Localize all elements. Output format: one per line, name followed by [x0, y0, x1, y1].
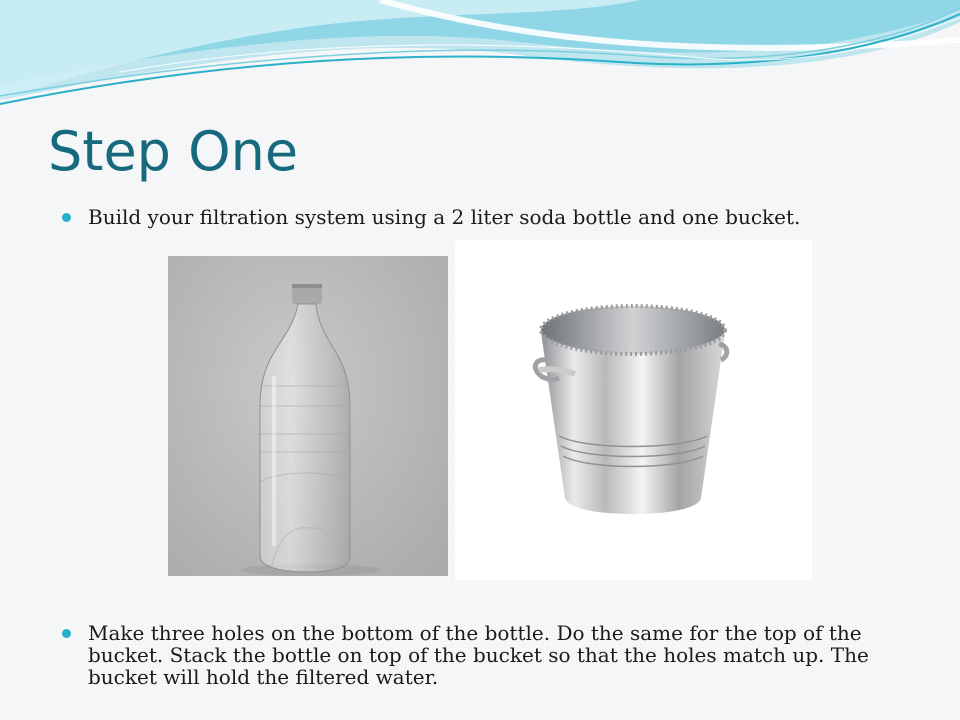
soda-bottle-photo [168, 256, 448, 576]
header-wave-decoration [0, 0, 960, 120]
bucket-photo [455, 240, 812, 580]
bullet-dot-icon [62, 213, 71, 222]
bullet-text: Make three holes on the bottom of the bottle. Do the same for the top of the bucket. Stack the bottle on top of the bucket so that the holes match up. The bucket will hold the filtered water. [88, 621, 869, 689]
bullet-dot-icon [62, 629, 71, 638]
bullet-text: Build your filtration system using a 2 liter soda bottle and one bucket. [88, 205, 801, 229]
bullet-item [62, 206, 922, 228]
slide-title: Step One [48, 120, 299, 183]
bullet-item [62, 622, 902, 688]
